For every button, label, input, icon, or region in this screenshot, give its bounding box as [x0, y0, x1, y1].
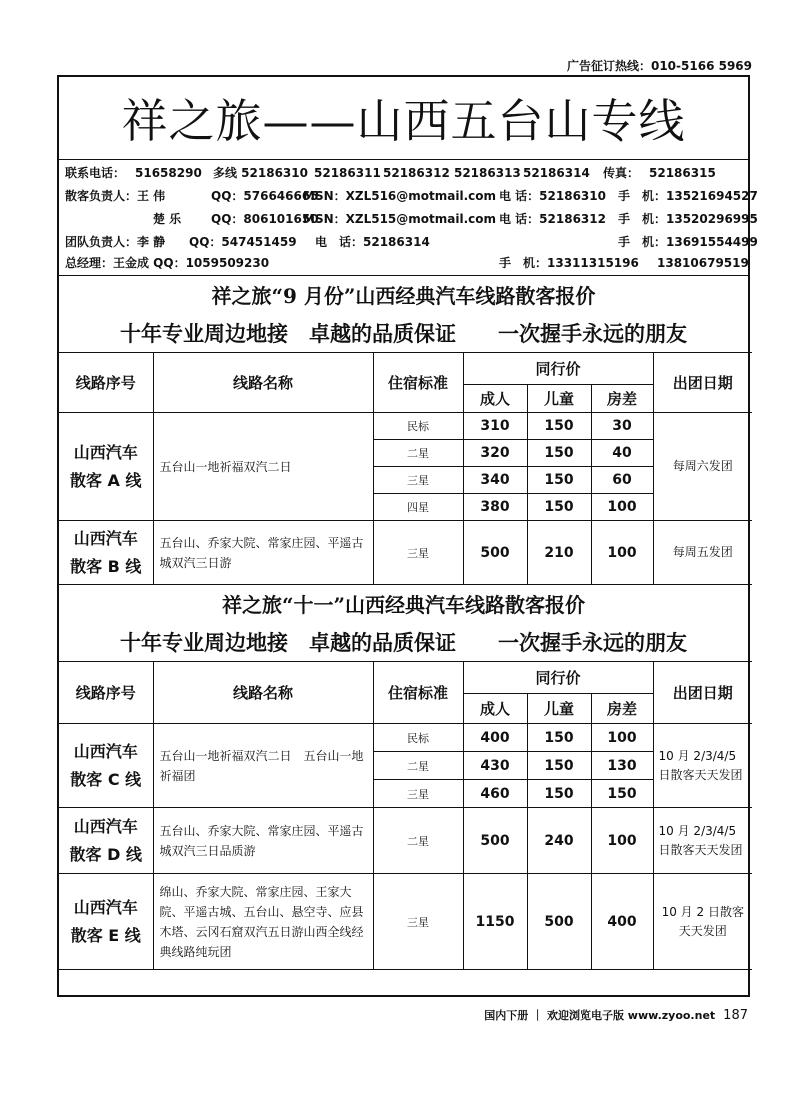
phone-3: 52186312 52186313 — [383, 166, 521, 180]
route-e-date: 10 月 2 日散客天天发团 — [653, 874, 752, 970]
tel: 电 话：52186312 — [499, 212, 606, 226]
contact-line-3 — [65, 208, 758, 231]
mobile-label: 手 — [618, 235, 631, 249]
section-2-slogan: 十年专业周边地接 卓越的品质保证 一次握手永远的朋友 — [120, 630, 687, 655]
route-e-id: 山西汽车 散客 E 线 — [59, 874, 153, 970]
col-route-name: 线路名称 — [153, 662, 373, 724]
gm-mobile-2: 13810679519 — [657, 256, 749, 270]
table-row: 山西汽车 散客 B 线 五台山、乔家大院、常家庄园、平遥古城双汽三日游 三星 500 210 100 每周五发团 — [59, 521, 752, 585]
col-route-name: 线路名称 — [153, 353, 373, 413]
route-b-name: 五台山、乔家大院、常家庄园、平遥古城双汽三日游 — [153, 521, 373, 585]
tel: 电 话：52186310 — [499, 189, 606, 203]
col-route-id: 线路序号 — [59, 353, 153, 413]
col-route-id: 线路序号 — [59, 662, 153, 724]
route-e-name: 绵山、乔家大院、常家庄园、王家大院、平遥古城、五台山、悬空寺、应县木塔、云冈石窟双汽五日游山西全线经典线路纯玩团 — [153, 874, 373, 970]
qq: QQ：576646665 — [211, 189, 319, 203]
section-1-title: 祥之旅“9 月份”山西经典汽车线路散客报价 — [211, 284, 596, 308]
col-room-diff: 房差 — [591, 385, 653, 413]
route-c-name: 五台山一地祈福双汽二日 五台山一地祈福团 — [153, 724, 373, 808]
table-row: 山西汽车 散客 C 线 五台山一地祈福双汽二日 五台山一地祈福团 民标 400 150 100 10 月 2/3/4/5 日散客天天发团 — [59, 724, 752, 752]
table-row: 三星 340 150 60 — [59, 467, 752, 494]
col-trade-price: 同行价 — [463, 662, 653, 694]
mobile-label: 手 — [618, 189, 631, 203]
table-row: 二星 320 150 40 — [59, 440, 752, 467]
page-footer — [484, 1007, 748, 1023]
section-2-header — [59, 585, 748, 661]
fax-number: 52186315 — [649, 166, 716, 180]
route-d-date: 10 月 2/3/4/5 日散客天天发团 — [653, 808, 752, 874]
col-hotel-std: 住宿标准 — [373, 353, 463, 413]
tel: 电 话：52186314 — [315, 235, 430, 249]
section-2-title: 祥之旅“十一”山西经典汽车线路散客报价 — [221, 593, 585, 617]
mobile: 机：13691554499 — [642, 235, 758, 249]
route-d-id: 山西汽车 散客 D 线 — [59, 808, 153, 874]
col-room-diff: 房差 — [591, 694, 653, 724]
col-adult: 成人 — [463, 694, 527, 724]
msn: MSN：XZL516@motmail.com — [303, 189, 497, 203]
gm-mobile: 手 机：13311315196 — [499, 256, 639, 270]
page-number: 187 — [723, 1008, 748, 1023]
route-c-date: 10 月 2/3/4/5 日散客天天发团 — [653, 724, 752, 808]
phone-main: 51658290 — [135, 166, 202, 180]
col-adult: 成人 — [463, 385, 527, 413]
section-1-slogan: 十年专业周边地接 卓越的品质保证 一次握手永远的朋友 — [120, 321, 687, 346]
fit-manager-2: 楚 乐 — [153, 212, 182, 226]
route-c-id: 山西汽车 散客 C 线 — [59, 724, 153, 808]
fit-manager: 散客负责人：王 伟 — [65, 189, 166, 203]
mobile: 机：13520296995 — [642, 212, 758, 226]
section-1-header — [59, 276, 748, 352]
mobile: 机：13521694527 — [642, 189, 758, 203]
table-row: 三星 460 150 150 — [59, 780, 752, 808]
section-1-table — [59, 352, 752, 585]
route-b-date: 每周五发团 — [653, 521, 752, 585]
col-child: 儿童 — [527, 385, 591, 413]
contact-line-2 — [65, 185, 758, 208]
col-depart-date: 出团日期 — [653, 353, 752, 413]
col-child: 儿童 — [527, 694, 591, 724]
table-row: 山西汽车 散客 E 线 绵山、乔家大院、常家庄园、王家大院、平遥古城、五台山、悬空寺、应县木塔、云冈石窟双汽五日游山西全线经典线路纯玩团 三星 1150 500 400 10 月 2 日散客天天发团 — [59, 874, 752, 970]
qq: QQ：547451459 — [189, 235, 297, 249]
contact-line-4 — [65, 231, 758, 254]
footer-text: 国内下册 ｜ 欢迎浏览电子版 www.zyoo.net — [484, 1009, 716, 1022]
col-trade-price: 同行价 — [463, 353, 653, 385]
route-b-id: 山西汽车 散客 B 线 — [59, 521, 153, 585]
contact-block — [59, 160, 758, 276]
col-hotel-std: 住宿标准 — [373, 662, 463, 724]
table-row: 山西汽车 散客 A 线 五台山一地祈福双汽二日 民标 310 150 30 每周六发团 — [59, 413, 752, 440]
table-row: 四星 380 150 100 — [59, 494, 752, 521]
page-title: 祥之旅——山西五台山专线 — [59, 77, 748, 160]
msn: MSN：XZL515@motmail.com — [303, 212, 497, 226]
table-row: 二星 430 150 130 — [59, 752, 752, 780]
contact-line-5 — [65, 252, 749, 275]
qq: QQ：806101650 — [211, 212, 319, 226]
route-a-name: 五台山一地祈福双汽二日 — [153, 413, 373, 521]
route-d-name: 五台山、乔家大院、常家庄园、平遥古城双汽三日品质游 — [153, 808, 373, 874]
phone-multi: 多线 52186310 — [213, 166, 308, 180]
col-depart-date: 出团日期 — [653, 662, 752, 724]
page-frame — [57, 75, 758, 997]
phone-4: 52186314 — [523, 166, 590, 180]
table-row: 山西汽车 散客 D 线 五台山、乔家大院、常家庄园、平遥古城双汽三日品质游 二星 500 240 100 10 月 2/3/4/5 日散客天天发团 — [59, 808, 752, 874]
phone-label: 联系电话： — [65, 166, 126, 180]
phone-2: 52186311 — [314, 166, 381, 180]
ad-hotline: 广告征订热线：010-5166 5969 — [566, 59, 752, 73]
section-2-table — [59, 661, 752, 970]
fax-label: 传真： — [603, 166, 640, 180]
route-a-id: 山西汽车 散客 A 线 — [59, 413, 153, 521]
mobile-label: 手 — [618, 212, 631, 226]
contact-line-1 — [65, 162, 744, 185]
group-manager: 团队负责人：李 静 — [65, 235, 166, 249]
general-manager: 总经理：王金成 QQ：1059509230 — [65, 256, 270, 270]
route-a-date: 每周六发团 — [653, 413, 752, 521]
